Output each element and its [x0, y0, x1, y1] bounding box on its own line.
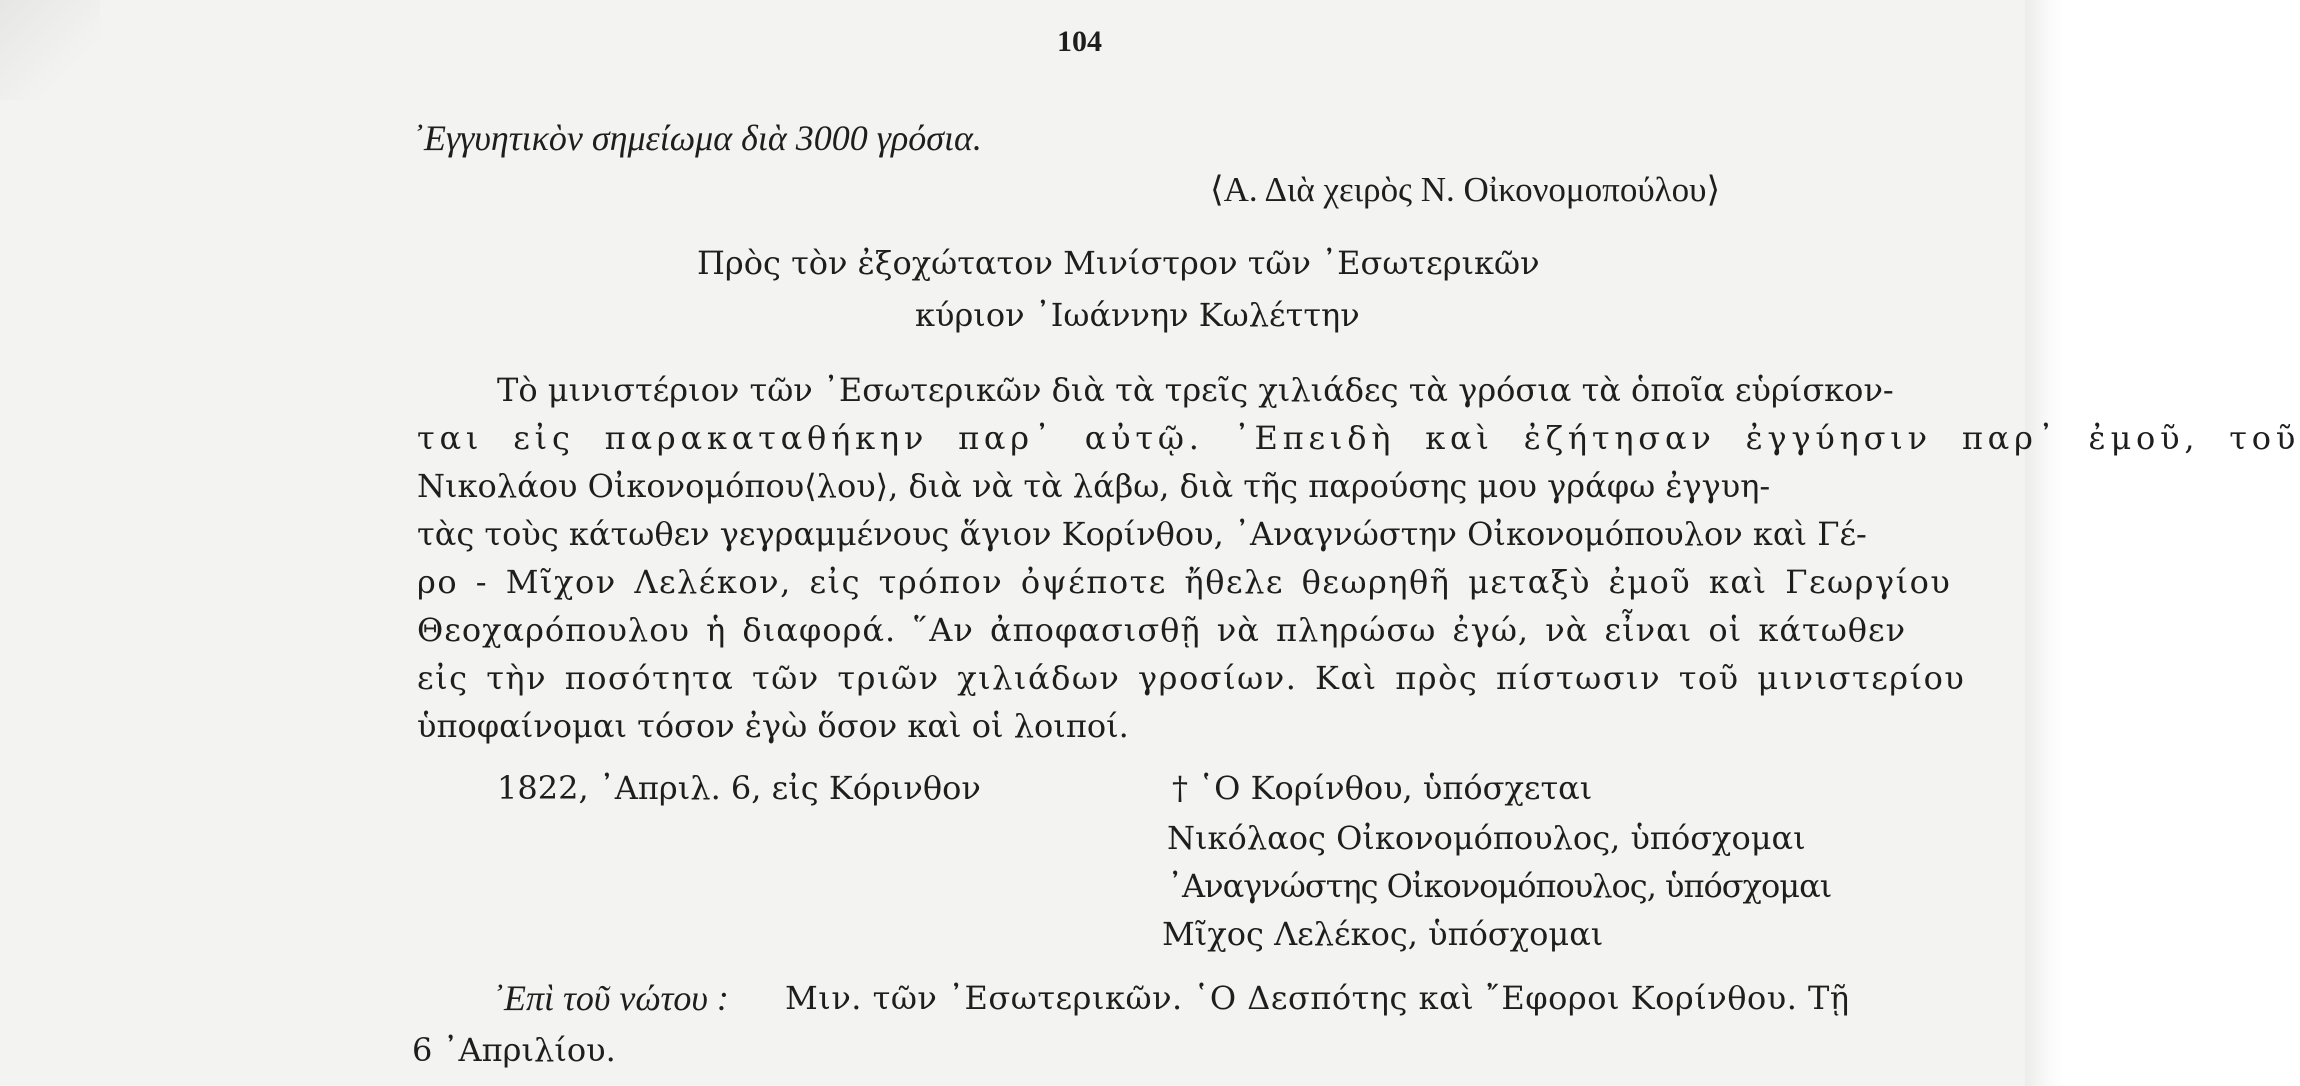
signature-line: † ῾Ο Κορίνθου, ὑπόσχεται: [1172, 769, 1593, 807]
verso-text: Μιν. τῶν ᾿Εσωτερικῶν. ῾Ο Δεσπότης καὶ ῎Εφοροι Κορίνθου. Τῇ: [785, 979, 1850, 1017]
body-line: Νικολάου Οἰκονομόπου⟨λου⟩, διὰ νὰ τὰ λάβω, διὰ τῆς παρούσης μου γράφω ἐγγυη-: [417, 467, 1771, 505]
body-line: ρο - Μῖχον Λελέκον, εἰς τρόπον ὀψέποτε ἤθελε θεωρηθῆ μεταξὺ ἐμοῦ καὶ Γεωργίου: [417, 563, 1952, 601]
page-number: 104: [1057, 25, 1102, 58]
verso-label: ᾿Επὶ τοῦ νώτου :: [492, 978, 729, 1018]
document-title: ᾿Εγγυητικὸν σημείωμα διὰ 3000 γρόσια.: [412, 118, 982, 158]
page-edge: [2025, 0, 2065, 1086]
signature-line: Νικόλαος Οἰκονομόπουλος, ὑπόσχομαι: [1167, 819, 1806, 857]
body-line: Τὸ μινιστέριον τῶν ᾿Εσωτερικῶν διὰ τὰ τρεῖς χιλιάδες τὰ γρόσια τὰ ὁποῖα εὑρίσκον-: [497, 371, 1894, 409]
address-line: κύριον ᾿Ιωάννην Κωλέττην: [915, 296, 1360, 334]
page-shadow: [0, 0, 100, 100]
signature-line: Μῖχος Λελέκος, ὑπόσχομαι: [1162, 915, 1604, 953]
address-line: Πρὸς τὸν ἐξοχώτατον Μινίστρον τῶν ᾿Εσωτερικῶν: [697, 244, 1540, 282]
body-line: εἰς τὴν ποσότητα τῶν τριῶν χιλιάδων γροσίων. Καὶ πρὸς πίστωσιν τοῦ μινιστερίου: [417, 659, 1966, 697]
signature-line: ᾿Αναγνώστης Οἰκονομόπουλος, ὑπόσχομαι: [1167, 867, 1832, 905]
body-line: Θεοχαρόπουλου ἡ διαφορά. ῞Αν ἀποφασισθῇ νὰ πληρώσω ἐγώ, νὰ εἶναι οἱ κάτωθεν: [417, 611, 1907, 649]
body-line: τὰς τοὺς κάτωθεν γεγραμμένους ἅγιον Κορίνθου, ᾿Αναγνώστην Οἰκονομόπουλον καὶ Γέ-: [417, 515, 1867, 553]
verso-text: 6 ᾿Απριλίου.: [412, 1031, 616, 1069]
date-place: 1822, ᾿Απριλ. 6, εἰς Κόρινθον: [497, 769, 981, 807]
hand-note: ⟨Α. Διὰ χειρὸς Ν. Οἰκονομοπούλου⟩: [1210, 170, 1721, 209]
body-line: ὑποφαίνομαι τόσον ἐγὼ ὅσον καὶ οἱ λοιποί.: [417, 707, 1129, 745]
body-line: ται εἰς παρακαταθήκην παρ᾿ αὐτῷ. ᾿Επειδὴ καὶ ἐζήτησαν ἐγγύησιν παρ᾿ ἐμοῦ, τοῦ: [417, 419, 2300, 457]
